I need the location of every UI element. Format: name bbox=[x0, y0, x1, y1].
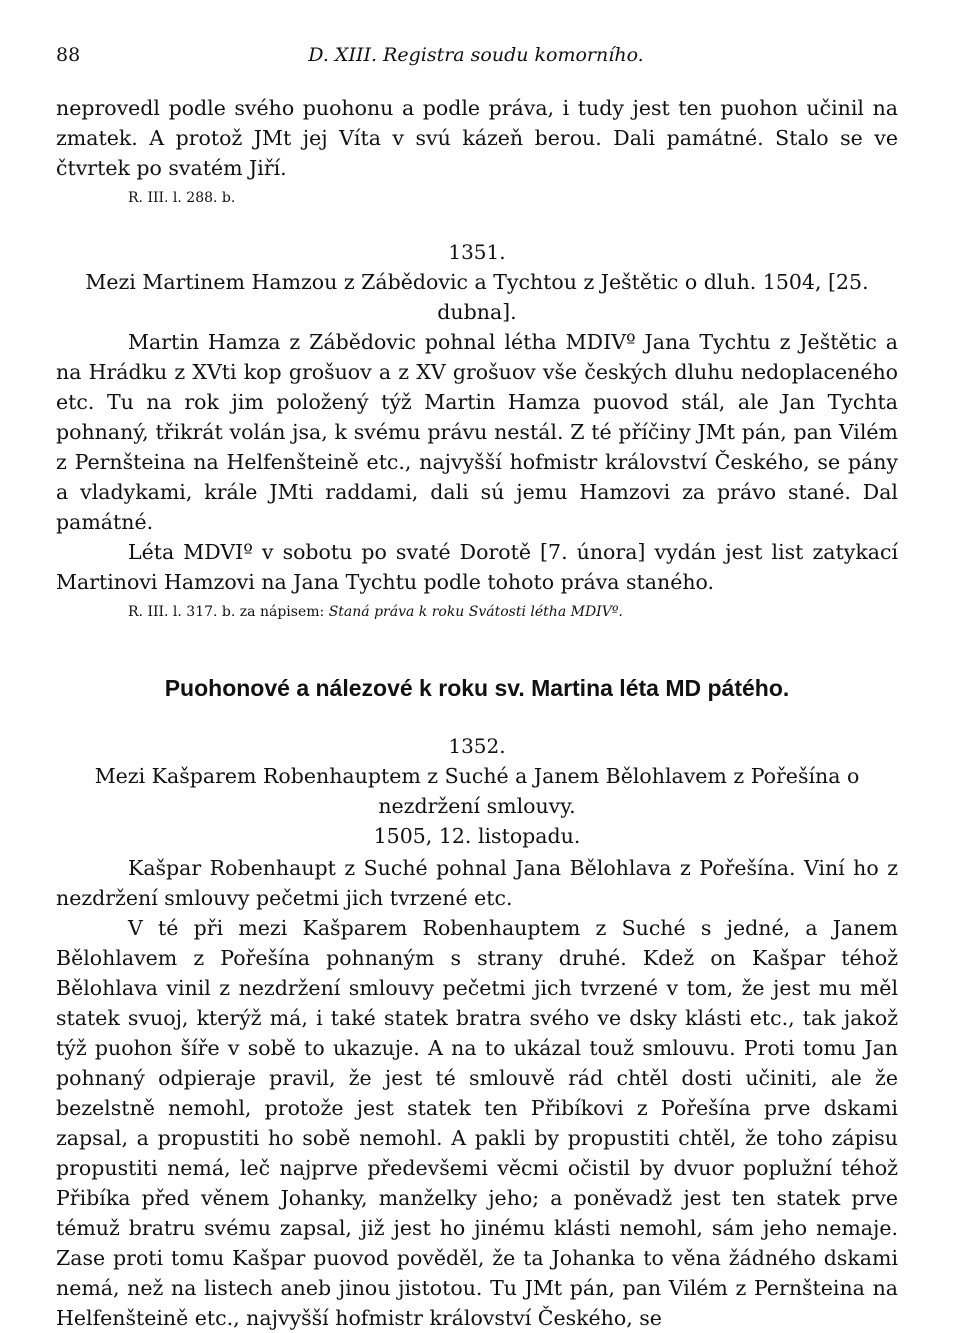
entry-number-1352: 1352. bbox=[448, 734, 506, 758]
entry-1351-paragraph-2: Léta MDVIº v sobotu po svaté Dorotě [7. února] vydán jest list zatykací Martinovi Hamzovi na Jana Tychtu podle tohoto práva staného. bbox=[56, 540, 898, 594]
entry-1352-paragraph-1: Kašpar Robenhaupt z Suché pohnal Jana Bělohlava z Pořešína. Viní ho z nezdržení smlouvy pečetmi jich tvrzené etc. bbox=[56, 856, 898, 910]
page-number: 88 bbox=[56, 44, 81, 66]
intro-paragraph: neprovedl podle svého puohonu a podle práva, i tudy jest ten puohon učinil na zmatek. A protož JMt jej Víta v svú kázeň berou. Dali památné. Stalo se ve čtvrtek po svatém Jiří. bbox=[56, 96, 898, 180]
entry-1351-source-reference bbox=[56, 601, 898, 623]
page-body bbox=[56, 93, 898, 1333]
entry-summary-1351: Mezi Martinem Hamzou z Zábědovic a Tychtou z Ještětic o dluh. 1504, [25. dubna]. bbox=[85, 270, 869, 324]
section-heading: Puohonové a nálezové k roku sv. Martina léta MD pátého. bbox=[164, 675, 790, 701]
entry-1351-paragraph-1: Martin Hamza z Zábědovic pohnal létha MDIVº Jana Tychtu z Ještětic a na Hrádku z XVti kop grošuov a z XV grošuov vše českých dluhu nedoplaceného etc. Tu na rok jim položený týž Martin Hamza puovod stál, ale Jan Tychta pohnaný, třikrát volán jsa, k svému právu nestál. Z té příčiny JMt pán, pan Vilém z Pernšteina na Helfenšteině etc., najvyšší hofmistr království Českého, se pány a vladykami, krále JMti raddami, dali sú jemu Hamzovi za právo stané. Dal památné. bbox=[56, 330, 898, 534]
source-italic-note: Staná práva k roku Svátosti létha MDIVº. bbox=[328, 604, 623, 620]
entry-summary-1352-line-2: 1505, 12. listopadu. bbox=[373, 824, 581, 848]
entry-number-1351: 1351. bbox=[448, 240, 506, 264]
entry-1352-paragraph-2: V té při mezi Kašparem Robenhauptem z Suché s jedné, a Janem Bělohlavem z Pořešína pohnaným s strany druhé. Kdež on Kašpar téhož Bělohlava vinil z nezdržení smlouvy pečetmi jich tvrzené v tom, že jest mu měl statek svuoj, kterýž má, i také statek bratra svého ve dsky klásti etc., tak jakož týž puohon šíře v sobě to ukazuje. A na to ukázal touž smlouvu. Proti tomu Jan pohnaný odpieraje pravil, že jest té smlouvě rád chtěl dosti učiniti, ale že bezelstně nemohl, protože jest statek ten Přibíkovi z Pořešína prve dskami zapsal, a propustiti ho sobě nemohl. A pakli by propustiti chtěl, že toho zápisu propustiti nemá, leč najprve předevšemi věcmi očistil by dvuor poplužní téhož Přibíka před věnem Johanky, manželky jeho; a poněvadž jest ten statek prve témuž bratru svému zapsal, již jest ho jinému klásti nemohl, sám jeho nemaje. Zase proti tomu Kašpar puovod pověděl, že ta Johanka to věna žádného dskami nemá, než na listech aneb jinou jistotou. Tu JMt pán, pan Vilém z Pernšteina na Helfenšteině etc., najvyšší hofmistr království Českého, se bbox=[56, 916, 898, 1330]
source-prefix: R. III. l. 317. b. za nápisem: bbox=[128, 604, 325, 620]
page-header bbox=[56, 44, 896, 76]
running-title: D. XIII. Registra soudu komorního. bbox=[308, 44, 644, 66]
intro-source-reference: R. III. l. 288. b. bbox=[128, 190, 236, 206]
entry-summary-1352-line-1: Mezi Kašparem Robenhauptem z Suché a Janem Bělohlavem z Pořešína o nezdržení smlouvy. bbox=[94, 764, 860, 818]
